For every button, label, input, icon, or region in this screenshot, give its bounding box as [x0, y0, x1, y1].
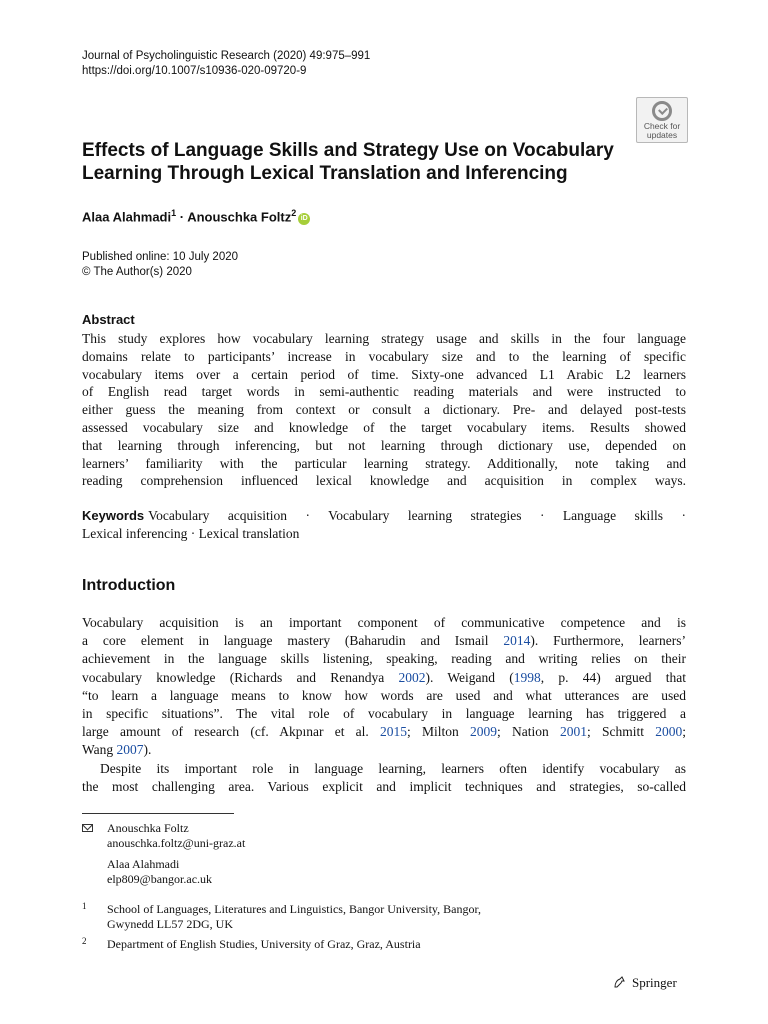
- citation-link[interactable]: 2015: [380, 724, 408, 740]
- published-date: Published online: 10 July 2020: [82, 251, 239, 263]
- check-for-updates-icon: [652, 101, 672, 121]
- citation-link[interactable]: 1998: [513, 669, 541, 685]
- publisher-logo: [612, 975, 677, 991]
- affiliation-1: 1 School of Languages, Literatures and Linguistics, Bangor University, Bangor, Gwynedd LL57 2DG, UK: [82, 901, 481, 931]
- citation-link[interactable]: 2007: [116, 742, 144, 758]
- citation-link[interactable]: 2001: [560, 724, 587, 740]
- publisher-name: Springer: [632, 975, 677, 990]
- affiliation-2: 2 Department of English Studies, University of Graz, Graz, Austria: [82, 936, 421, 951]
- abstract-heading: Abstract: [82, 312, 135, 327]
- journal-citation: Journal of Psycholinguistic Research (2020) 49:975–991: [82, 50, 371, 62]
- corresponding-author-email[interactable]: anouschka.foltz@uni-graz.at: [107, 836, 246, 850]
- author-name[interactable]: Anouschka Foltz: [187, 209, 292, 225]
- citation-link[interactable]: 2014: [503, 633, 531, 649]
- abstract-text: This study explores how vocabulary learning strategy usage and skills in the four language domains relate to participants’ increase in vocabulary size and to the learning of specific vocabulary items over a certain period of time. Sixty-one advanced L1 Arabic L2 learners of English read target words in semi-authentic reading materials and were instructed to either guess the meaning from context or consult a dictionary. Pre- and delayed post-tests assessed vocabulary size and knowledge of the target vocabulary items. Results showed that learning through inferencing, but not learning through dictionary use, depended on learners’ familiarity with the particular learning strategy. Additionally, note taking and reading comprehension influenced lexical knowledge and acquisition in complex ways.: [82, 331, 686, 489]
- springer-horse-icon: [612, 975, 626, 989]
- keywords: Keywords Vocabulary acquisition · Vocabulary learning strategies · Language skills · Lexical inferencing · Lexical translation: [82, 508, 686, 541]
- introduction-text: Vocabulary acquisition is an important component of communicative competence and is a core element in language mastery (Baharudin and Ismail 2014). Furthermore, learners’ achievement in the language skills listening, speaking, reading and writing relies on their vocabulary knowledge (Richards and Renandya 2002). Weigand (1998, p. 44) argued that “to learn a language means to know how words are used and what utterances are used in specific situations”. The vital role of vocabulary in language learning has triggered a large amount of research (cf. Akpınar et al. 2015; Milton 2009; Nation 2001; Schmitt 2000; Wang 2007). Despite its important role in language learning, learners often identify vocabulary as the most challenging area. Various explicit and implicit techniques and strategies, so-called: [82, 615, 686, 794]
- check-for-updates-badge[interactable]: Check for updates: [636, 97, 688, 143]
- copyright: © The Author(s) 2020: [82, 266, 192, 278]
- citation-link[interactable]: 2009: [470, 724, 498, 740]
- author-email[interactable]: elp809@bangor.ac.uk: [107, 872, 213, 886]
- citation-link[interactable]: 2000: [655, 724, 683, 740]
- keywords-label: Keywords: [82, 508, 145, 523]
- section-heading-introduction: Introduction: [82, 577, 176, 594]
- corresponding-author-name: Anouschka Foltz: [107, 821, 189, 835]
- paper-title: Effects of Language Skills and Strategy Use on Vocabulary Learning Through Lexical Translation and Inferencing: [82, 140, 614, 184]
- publication-info: [82, 250, 238, 280]
- doi-link[interactable]: https://doi.org/10.1007/s10936-020-09720-9: [82, 65, 307, 77]
- envelope-icon: [82, 824, 93, 832]
- author-list: Alaa Alahmadi$^1$ · Anouschka Foltz$^2$iD: [82, 208, 310, 225]
- footnote-divider: [82, 813, 234, 814]
- author-name[interactable]: Alaa Alahmadi: [82, 209, 172, 225]
- author-name: Alaa Alahmadi: [107, 857, 180, 871]
- orcid-icon[interactable]: iD: [298, 213, 310, 225]
- journal-header: [82, 49, 370, 79]
- citation-link[interactable]: 2002: [398, 669, 426, 685]
